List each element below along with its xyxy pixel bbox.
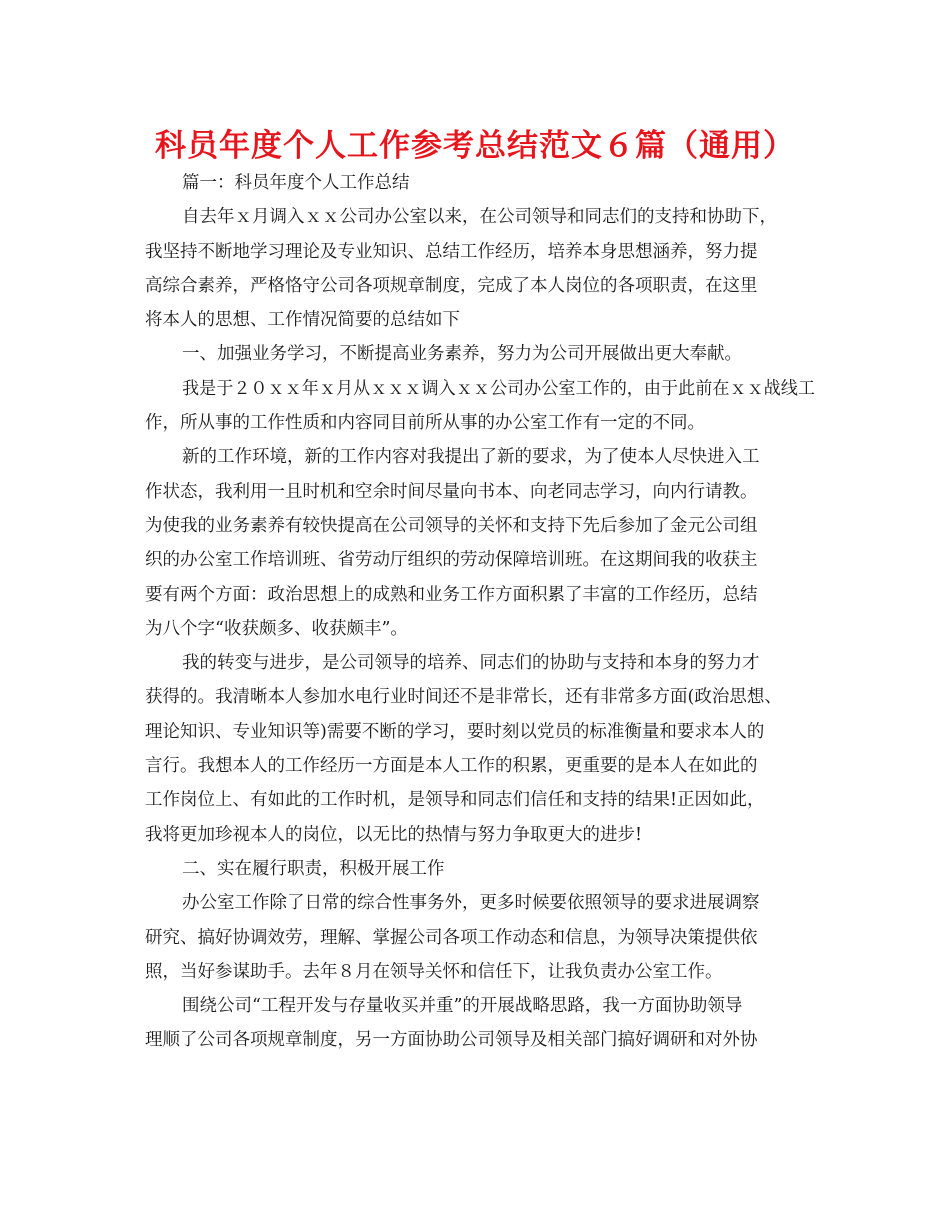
text-line: 办公室工作除了日常的综合性事务外，更多时候要依照领导的要求进展调察 xyxy=(182,893,760,914)
text-line: 围绕公司“工程开发与存量收买并重”的开展战略思路，我一方面协助领导 xyxy=(182,996,743,1017)
text-line: 我将更加珍视本人的岗位，以无比的热情与努力争取更大的进步! xyxy=(145,824,643,845)
text-line: 要有两个方面：政治思想上的成熟和业务工作方面积累了丰富的工作经历，总结 xyxy=(145,584,758,605)
text-line: 篇一：科员年度个人工作总结 xyxy=(182,173,410,193)
text-line: 一、加强业务学习，不断提高业务素养，努力为公司开展做出更大奉献。 xyxy=(182,344,742,365)
text-line: 我是于２０ｘｘ年ｘ月从ｘｘｘ调入ｘｘ公司办公室工作的，由于此前在ｘｘ战线工 xyxy=(182,378,815,399)
text-line: 照，当好参谋助手。去年８月在领导关怀和信任下，让我负责办公室工作。 xyxy=(145,961,723,982)
text-line: 作状态，我利用一且时机和空余时间尽量向书本、向老同志学习，向内行请教。 xyxy=(145,481,758,502)
text-line: 为八个字“收获颇多、收获颇丰”。 xyxy=(145,618,408,639)
text-line: 我坚持不断地学习理论及专业知识、总结工作经历，培养本身思想涵养，努力提 xyxy=(145,241,758,262)
text-line: 将本人的思想、工作情况简要的总结如下 xyxy=(145,310,460,331)
text-line: 作，所从事的工作性质和内容同目前所从事的办公室工作有一定的不同。 xyxy=(145,413,705,434)
text-line: 织的办公室工作培训班、省劳动厅组织的劳动保障培训班。在这期间我的收获主 xyxy=(145,550,758,571)
text-line: 新的工作环境，新的工作内容对我提出了新的要求，为了使本人尽快进入工 xyxy=(182,447,760,468)
text-line: 理论知识、专业知识等)需要不断的学习，要时刻以党员的标准衡量和要求本人的 xyxy=(145,721,765,742)
text-line: 工作岗位上、有如此的工作时机，是领导和同志们信任和支持的结果!正因如此， xyxy=(145,790,765,811)
text-line: 理顺了公司各项规章制度，另一方面协助公司领导及相关部门搞好调研和对外协 xyxy=(145,1030,758,1051)
text-line: 高综合素养，严格恪守公司各项规章制度，完成了本人岗位的各项职责，在这里 xyxy=(145,275,758,296)
document-body xyxy=(145,166,815,1058)
text-line: 我的转变与进步，是公司领导的培养、同志们的协助与支持和本身的努力才 xyxy=(182,653,760,674)
document-title: 科员年度个人工作参考总结范文６篇（通用） xyxy=(155,128,795,164)
text-line: 二、实在履行职责，积极开展工作 xyxy=(182,858,445,879)
text-line: 言行。我想本人的工作经历一方面是本人工作的积累，更重要的是本人在如此的 xyxy=(145,756,758,777)
text-line: 自去年ｘ月调入ｘｘ公司办公室以来，在公司领导和同志们的支持和协助下， xyxy=(182,207,777,228)
text-line: 研究、搞好协调效劳，理解、掌握公司各项工作动态和信息，为领导决策提供依 xyxy=(145,927,758,948)
text-line: 获得的。我清晰本人参加水电行业时间还不是非常长，还有非常多方面(政治思想、 xyxy=(145,687,782,708)
text-line: 为使我的业务素养有较快提高在公司领导的关怀和支持下先后参加了金元公司组 xyxy=(145,515,758,536)
